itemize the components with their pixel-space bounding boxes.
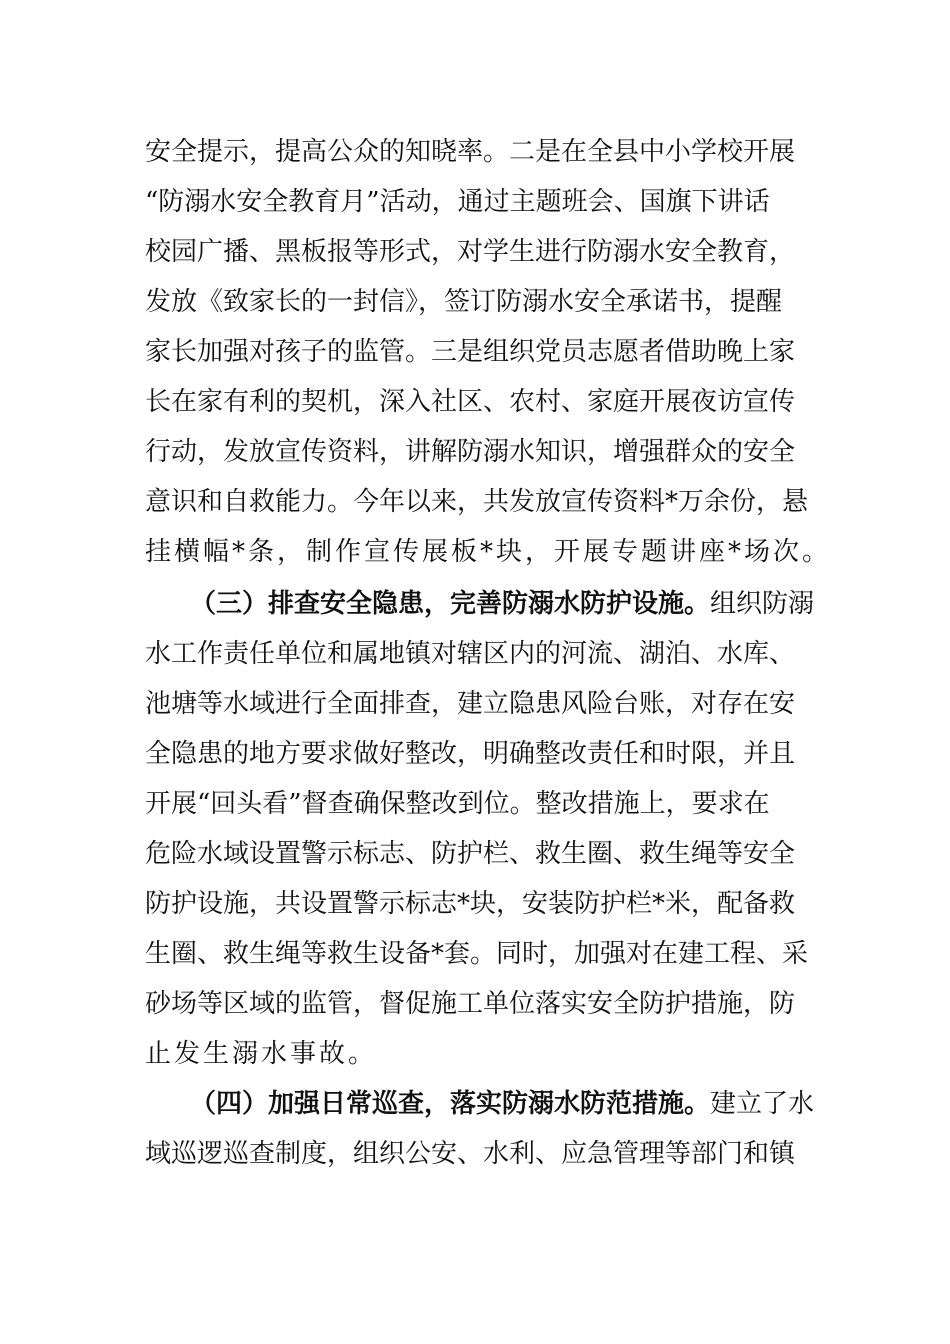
paragraph-line: 挂横幅*条，制作宣传展板*块，开展专题讲座*场次。 bbox=[145, 537, 832, 567]
paragraph-line: 止发生溺水事故。 bbox=[145, 1039, 378, 1069]
paragraph-line: 防护设施，共设置警示标志*块，安装防护栏*米，配备救 bbox=[145, 889, 796, 919]
paragraph-line: 长在家有利的契机，深入社区、农村、家庭开展夜访宣传 bbox=[145, 387, 796, 417]
paragraph-line: 家长加强对孩子的监管。三是组织党员志愿者借助晚上家 bbox=[145, 337, 796, 367]
paragraph-line: 水工作责任单位和属地镇对辖区内的河流、湖泊、水库、 bbox=[145, 639, 796, 669]
paragraph-line: 砂场等区域的监管，督促施工单位落实安全防护措施，防 bbox=[145, 989, 796, 1019]
paragraph-line: 池塘等水域进行全面排查，建立隐患风险台账，对存在安 bbox=[145, 689, 796, 719]
section-heading-line: （四）加强日常巡查，落实防溺水防范措施。 建立了水 bbox=[190, 1084, 810, 1124]
paragraph-line: 安全提示，提高公众的知晓率。二是在全县中小学校开展 bbox=[145, 137, 796, 167]
paragraph-line: 校园广播、黑板报等形式，对学生进行防溺水安全教育， bbox=[145, 237, 796, 267]
paragraph-line: 行动，发放宣传资料，讲解防溺水知识，增强群众的安全 bbox=[145, 437, 796, 467]
paragraph-line: 危险水域设置警示标志、防护栏、救生圈、救生绳等安全 bbox=[145, 839, 796, 869]
paragraph-line: 生圈、救生绳等救生设备*套。同时，加强对在建工程、采 bbox=[145, 939, 809, 969]
section-heading: （三）排查安全隐患，完善防溺水防护设施。 bbox=[190, 589, 711, 619]
section-heading: （四）加强日常巡查，落实防溺水防范措施。 bbox=[190, 1089, 711, 1119]
paragraph-line: 开展“回头看”督查确保整改到位。整改措施上，要求在 bbox=[145, 789, 770, 819]
section-heading-line: （三）排查安全隐患，完善防溺水防护设施。 组织防溺 bbox=[190, 584, 810, 624]
paragraph-line: 域巡逻巡查制度，组织公安、水利、应急管理等部门和镇 bbox=[145, 1139, 796, 1169]
paragraph-line: 全隐患的地方要求做好整改，明确整改责任和时限，并且 bbox=[145, 739, 796, 769]
paragraph-line: 发放《致家长的一封信》，签订防溺水安全承诺书，提醒 bbox=[145, 287, 783, 317]
paragraph-line: 意识和自救能力。今年以来，共发放宣传资料*万余份，悬 bbox=[145, 487, 809, 517]
paragraph-line: “防溺水安全教育月”活动，通过主题班会、国旗下讲话 bbox=[145, 187, 770, 217]
